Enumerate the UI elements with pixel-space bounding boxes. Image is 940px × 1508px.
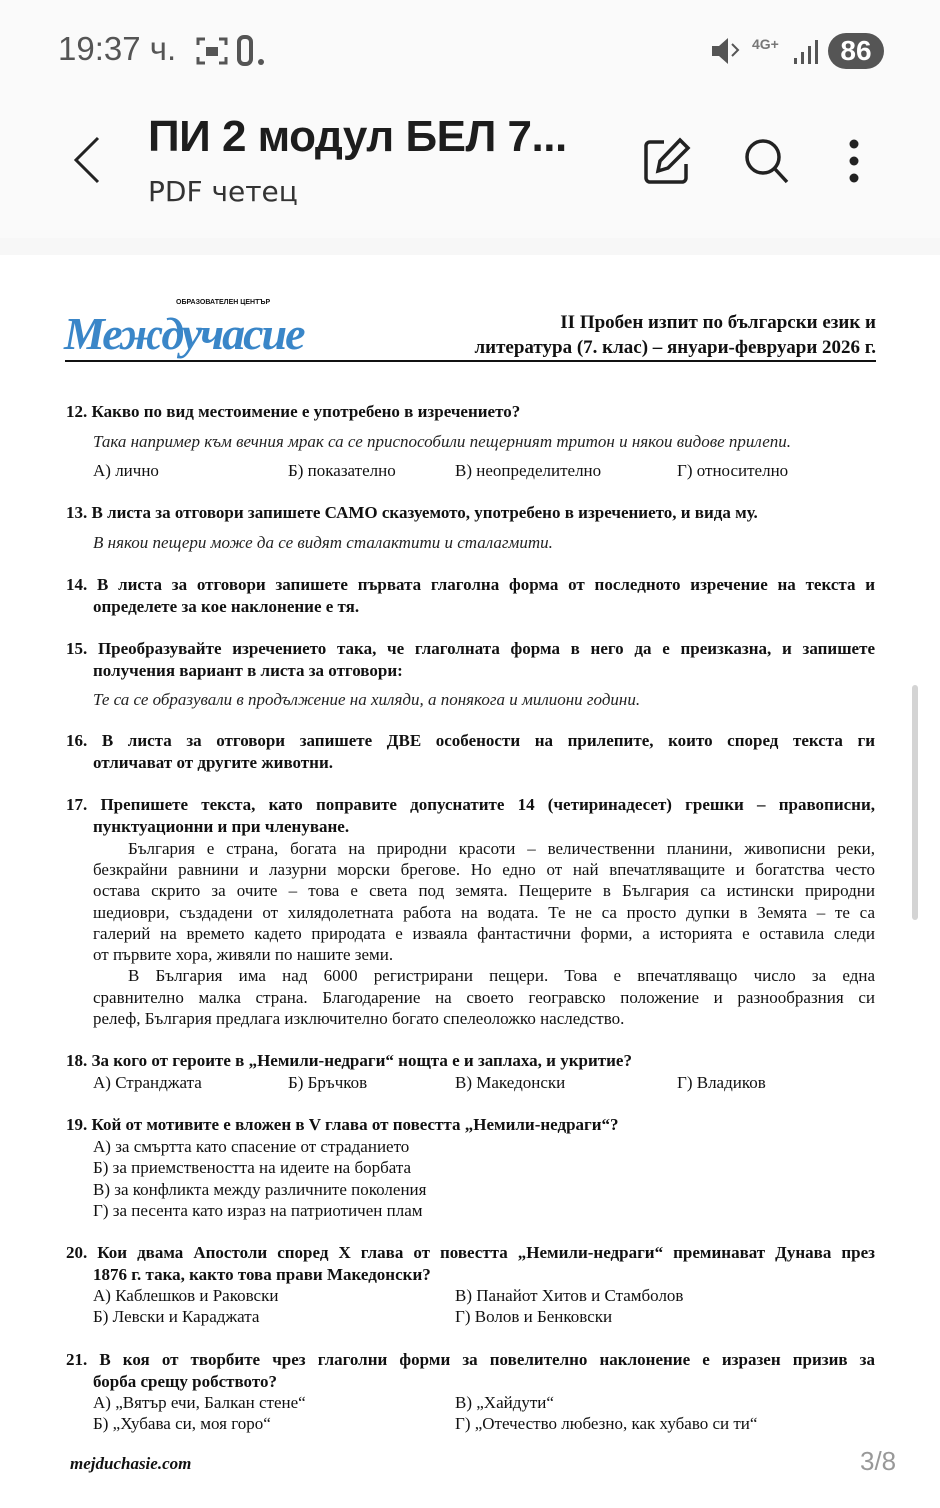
question-14-cont: определете за кое наклонение е тя. bbox=[93, 597, 360, 616]
mute-icon bbox=[710, 36, 740, 66]
more-options-icon[interactable] bbox=[846, 138, 862, 184]
question-21-cont: борба срещу робството? bbox=[93, 1372, 277, 1391]
exam-heading-1: II Пробен изпит по български език и bbox=[560, 312, 876, 333]
edit-icon[interactable] bbox=[642, 136, 692, 186]
q21-option-d: Г) „Отечество любезно, как хубаво си ти“ bbox=[455, 1414, 758, 1433]
q17-text-line: от първите хора, живяли по нашите земи. bbox=[93, 945, 394, 964]
network-type: 4G+ bbox=[752, 36, 779, 52]
question-16: 16. В листа за отговори запишете ДВЕ особености на прилепите, които според текста ги bbox=[66, 731, 875, 750]
scrollbar[interactable] bbox=[912, 685, 918, 920]
question-16-cont: отличават от другите животни. bbox=[93, 753, 333, 772]
q20-option-a: А) Каблешков и Раковски bbox=[93, 1286, 279, 1305]
q17-text-line: безкрайни равнини и лазурни морски брегове. Но едно от най впечатляващите и богатства често bbox=[93, 860, 875, 879]
q17-text-line: сравнително малка страна. Благодарение на своето геогравско положение и разнообразния си bbox=[93, 988, 875, 1007]
q17-text-line: шедиоври, създадени от хилядолетната работа на водата. Те не са просто дупки в Земята – те са bbox=[93, 903, 875, 922]
footer-website: mejduchasie.com bbox=[70, 1454, 192, 1473]
q18-option-d: Г) Владиков bbox=[677, 1073, 766, 1092]
question-18: 18. За кого от героите в „Немили-недраги“ нощта е и заплаха, и укритие? bbox=[66, 1051, 632, 1070]
q17-text-line: остава скрито за очите – това е света под земята. Пещерите в България са истински природни bbox=[93, 881, 875, 900]
question-15: 15. Преобразувайте изречението така, че глаголната форма в него да е преизказна, и запишете bbox=[66, 639, 875, 658]
q21-option-c: В) „Хайдути“ bbox=[455, 1393, 554, 1412]
question-12: 12. Какво по вид местоимение е употребено в изречението? bbox=[66, 402, 521, 421]
signal-icon bbox=[792, 38, 820, 66]
document-title: ПИ 2 модул БЕЛ 7... bbox=[148, 112, 567, 161]
question-19: 19. Кой от мотивите е вложен в V глава от повестта „Немили-недраги“? bbox=[66, 1115, 619, 1134]
q21-option-a: А) „Вятър ечи, Балкан стене“ bbox=[93, 1393, 306, 1412]
q17-text-line: В България има над 6000 регистрирани пещери. Това е впечатляващо число за една bbox=[128, 966, 875, 985]
q12-option-a: А) лично bbox=[93, 461, 159, 480]
question-15-cont: получения вариант в листа за отговори: bbox=[93, 661, 403, 680]
q19-option-c: В) за конфликта между различните поколения bbox=[93, 1180, 427, 1199]
page-indicator: 3/8 bbox=[860, 1446, 897, 1476]
q17-text-line: галерий на времето кадето природата е изваяла фантастични форми, а историята е оставила следи bbox=[93, 924, 875, 943]
back-icon[interactable] bbox=[70, 135, 104, 185]
logo: Междучасие bbox=[64, 308, 304, 359]
question-20: 20. Кои двама Апостоли според X глава от повестта „Немили-недраги“ преминават Дунава през bbox=[66, 1243, 875, 1262]
q17-text-line: релеф, България предлага изключително богато спелеоложко наследство. bbox=[93, 1009, 625, 1028]
q18-option-c: В) Македонски bbox=[455, 1073, 566, 1092]
exam-heading-2: литература (7. клас) – януари-февруари 2026 г. bbox=[474, 337, 876, 358]
logo-caption: ОБРАЗОВАТЕЛЕН ЦЕНТЪР bbox=[176, 299, 271, 306]
q20-option-c: В) Панайот Хитов и Стамболов bbox=[455, 1286, 684, 1305]
question-13: 13. В листа за отговори запишете САМО сказуемото, употребено в изречението, и вида му. bbox=[66, 503, 758, 522]
document-subtitle: PDF четец bbox=[148, 175, 298, 208]
q17-text-line: България е страна, богата на природни красоти – величественни планини, живописни реки, bbox=[128, 839, 875, 858]
q21-option-b: Б) „Хубава си, моя горо“ bbox=[93, 1414, 271, 1433]
q13-sentence: В някои пещери може да се видят сталактити и сталагмити. bbox=[93, 533, 553, 552]
notification-icon bbox=[236, 34, 268, 68]
q18-option-b: Б) Бръчков bbox=[288, 1073, 368, 1092]
q19-option-d: Г) за песента като израз на патриотичен плам bbox=[93, 1201, 423, 1220]
q20-option-d: Г) Волов и Бенковски bbox=[455, 1307, 613, 1326]
q20-option-b: Б) Левски и Караджата bbox=[93, 1307, 260, 1326]
q15-sentence: Те са се образували в продължение на хиляди, а понякога и милиони години. bbox=[93, 690, 641, 709]
question-17-cont: пунктуационни и при членуване. bbox=[93, 817, 350, 836]
question-20-cont: 1876 г. така, както това прави Македонски? bbox=[93, 1265, 431, 1284]
search-icon[interactable] bbox=[742, 136, 792, 186]
header-rule bbox=[65, 360, 876, 362]
q12-option-c: В) неопределително bbox=[455, 461, 602, 480]
q12-sentence: Така например към вечния мрак са се приспособили пещерният тритон и някои видове прилепи. bbox=[93, 432, 792, 451]
status-time: 19:37 ч. bbox=[58, 30, 177, 67]
screenshot-icon bbox=[195, 36, 229, 66]
q12-option-d: Г) относително bbox=[677, 461, 789, 480]
q19-option-a: А) за смъртта като спасение от страданието bbox=[93, 1137, 410, 1156]
q19-option-b: Б) за приемствеността на идеите на борбата bbox=[93, 1158, 412, 1177]
q18-option-a: А) Странджата bbox=[93, 1073, 202, 1092]
question-17: 17. Препишете текста, като поправите допуснатите 14 (четиринадесет) грешки – правописни, bbox=[66, 795, 875, 814]
question-14: 14. В листа за отговори запишете първата глаголна форма от последното изречение на текста и bbox=[66, 575, 875, 594]
battery-indicator: 86 bbox=[828, 33, 884, 69]
q12-option-b: Б) показателно bbox=[288, 461, 396, 480]
question-21: 21. В коя от творбите чрез глаголни форми за повелително наклонение е изразен призив за bbox=[66, 1350, 875, 1369]
